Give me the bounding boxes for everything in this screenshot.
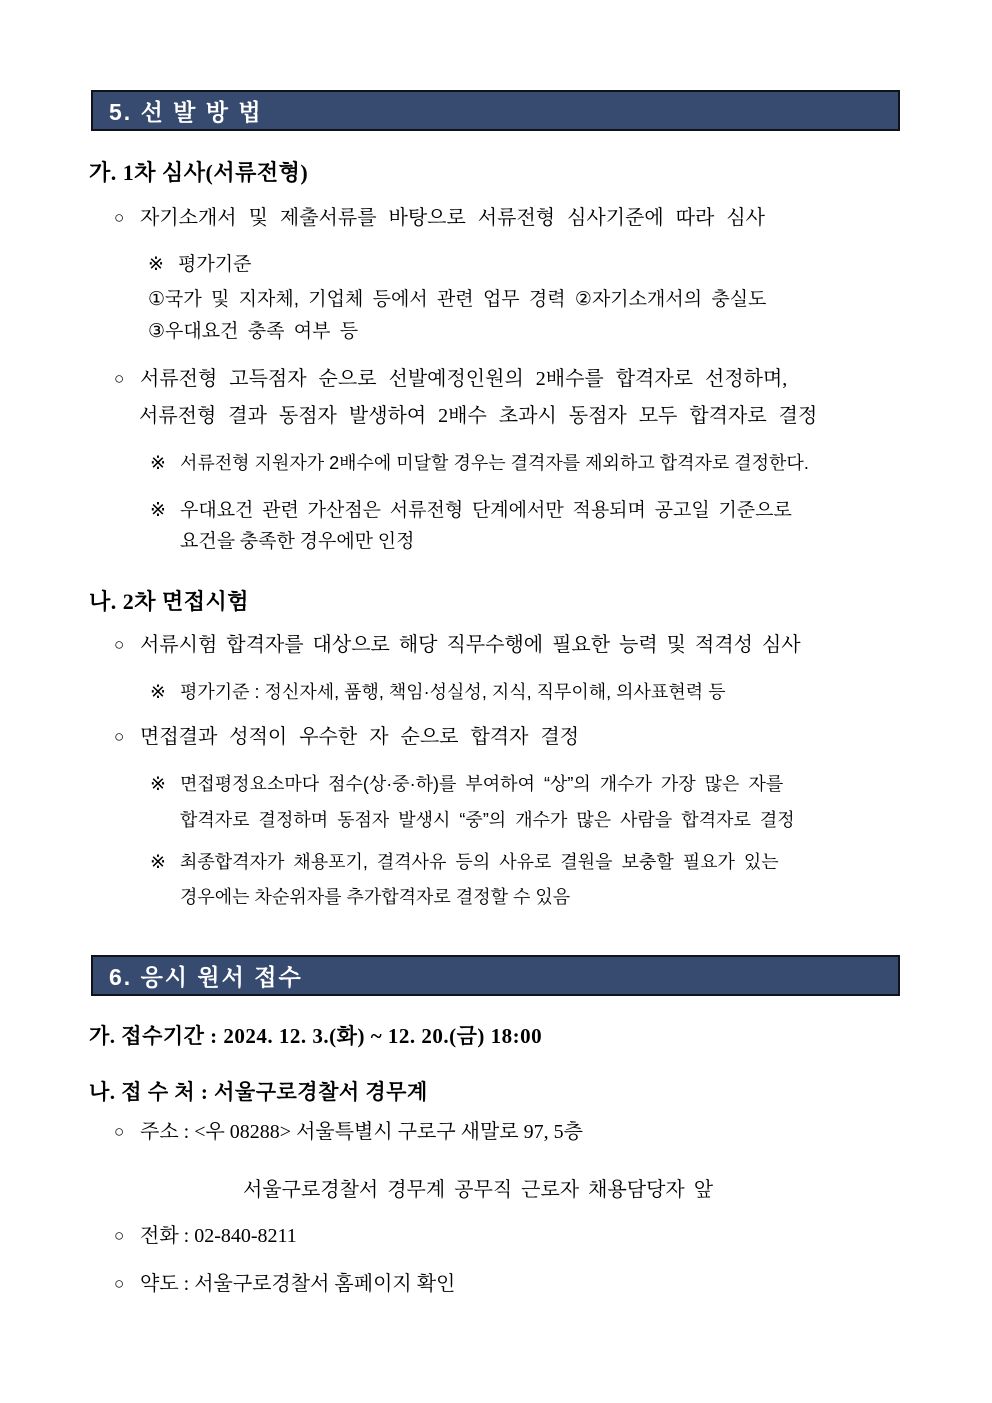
s5-bullet-screening: [114, 206, 765, 231]
s6-bullet-phone: [114, 1224, 297, 1249]
s6-address-recipient: 서울구로경찰서 경무계 공무직 근로자 채용담당자 앞: [243, 1179, 714, 1201]
reference-mark-icon: ※: [150, 682, 166, 703]
section-5-title: 5. 선 발 방 법: [109, 99, 263, 125]
circle-bullet-icon: ○: [114, 369, 125, 388]
s5-bullet-screening-text: 자기소개서 및 제출서류를 바탕으로 서류전형 심사기준에 따라 심사: [140, 207, 765, 229]
s5-bullet-interview-target-text: 서류시험 합격자를 대상으로 해당 직무수행에 필요한 능력 및 적격성 심사: [140, 634, 801, 656]
s5-note-interview-criteria-text: 평가기준 : 정신자세, 품행, 책임·성실성, 지식, 직무이해, 의사표현력 등: [180, 682, 726, 702]
s6-bullet-address-text: 주소 : <우 08288> 서울특별시 구로구 새말로 97, 5층: [140, 1121, 583, 1143]
reference-mark-icon: ※: [150, 453, 166, 474]
s5-criteria-item-3: ③우대요건 충족 여부 등: [148, 321, 359, 342]
circle-bullet-icon: ○: [114, 1226, 125, 1245]
s5-bullet-double-quota-text: 서류전형 고득점자 순으로 선발예정인원의 2배수를 합격자로 선정하며,: [140, 368, 788, 390]
s5-bullet-double-quota-cont: 서류전형 결과 동점자 발생하여 2배수 초과시 동점자 모두 합격자로 결정: [139, 405, 818, 427]
s5-subheading-ga: 가. 1차 심사(서류전형): [89, 160, 309, 185]
section-5-header-bar: [91, 90, 900, 131]
s6-subheading-place: 나. 접 수 처 : 서울구로경찰서 경무계: [89, 1080, 428, 1104]
s5-note-criteria-text: 평가기준: [178, 254, 252, 275]
reference-mark-icon: ※: [150, 852, 166, 873]
s5-note-vacancy: [150, 851, 779, 875]
s5-criteria-items-1-2: ①국가 및 지자체, 기업체 등에서 관련 업무 경력 ②자기소개서의 충실도: [148, 289, 767, 310]
circle-bullet-icon: ○: [114, 727, 125, 746]
s5-note-rating-cont: 합격자로 결정하며 동점자 발생시 “중”의 개수가 많은 사람을 합격자로 결정: [180, 810, 795, 830]
circle-bullet-icon: ○: [114, 208, 125, 227]
s6-bullet-address: [114, 1120, 583, 1145]
section-6-title: 6. 응시 원서 접수: [109, 964, 303, 990]
section-6-header-bar: [91, 955, 900, 996]
s5-note-bonus-points: [150, 499, 792, 523]
s5-note-rating-text: 면접평정요소마다 점수(상·중·하)를 부여하여 “상”의 개수가 가장 많은 자를: [180, 774, 784, 794]
s5-note-criteria: [148, 253, 251, 277]
s5-subheading-na: 나. 2차 면접시험: [89, 589, 250, 614]
s5-bullet-interview-result-text: 면접결과 성적이 우수한 자 순으로 합격자 결정: [140, 726, 580, 748]
s5-note-vacancy-cont: 경우에는 차순위자를 추가합격자로 결정할 수 있음: [180, 887, 571, 907]
s5-bullet-interview-result: [114, 725, 579, 750]
s6-subheading-period: 가. 접수기간 : 2024. 12. 3.(화) ~ 12. 20.(금) 18:00: [89, 1024, 543, 1048]
s6-bullet-phone-text: 전화 : 02-840-8211: [140, 1225, 297, 1247]
circle-bullet-icon: ○: [114, 635, 125, 654]
circle-bullet-icon: ○: [114, 1274, 125, 1293]
s6-bullet-map-text: 약도 : 서울구로경찰서 홈페이지 확인: [140, 1273, 456, 1295]
s5-note-vacancy-text: 최종합격자가 채용포기, 결격사유 등의 사유로 결원을 보충할 필요가 있는: [180, 852, 779, 872]
reference-mark-icon: ※: [148, 254, 164, 275]
s5-note-bonus-points-cont: 요건을 충족한 경우에만 인정: [180, 531, 415, 552]
s6-bullet-map: [114, 1272, 455, 1297]
s5-note-interview-criteria: [150, 681, 725, 705]
circle-bullet-icon: ○: [114, 1122, 125, 1141]
reference-mark-icon: ※: [150, 774, 166, 795]
s5-note-under-quota-text: 서류전형 지원자가 2배수에 미달할 경우는 결격자를 제외하고 합격자로 결정한다.: [180, 453, 809, 473]
s5-bullet-interview-target: [114, 633, 801, 658]
s5-note-under-quota: [150, 452, 809, 476]
s5-note-bonus-points-text: 우대요건 관련 가산점은 서류전형 단계에서만 적용되며 공고일 기준으로: [180, 500, 792, 521]
s5-note-rating: [150, 773, 783, 797]
s5-bullet-double-quota: [114, 367, 787, 392]
reference-mark-icon: ※: [150, 500, 166, 521]
